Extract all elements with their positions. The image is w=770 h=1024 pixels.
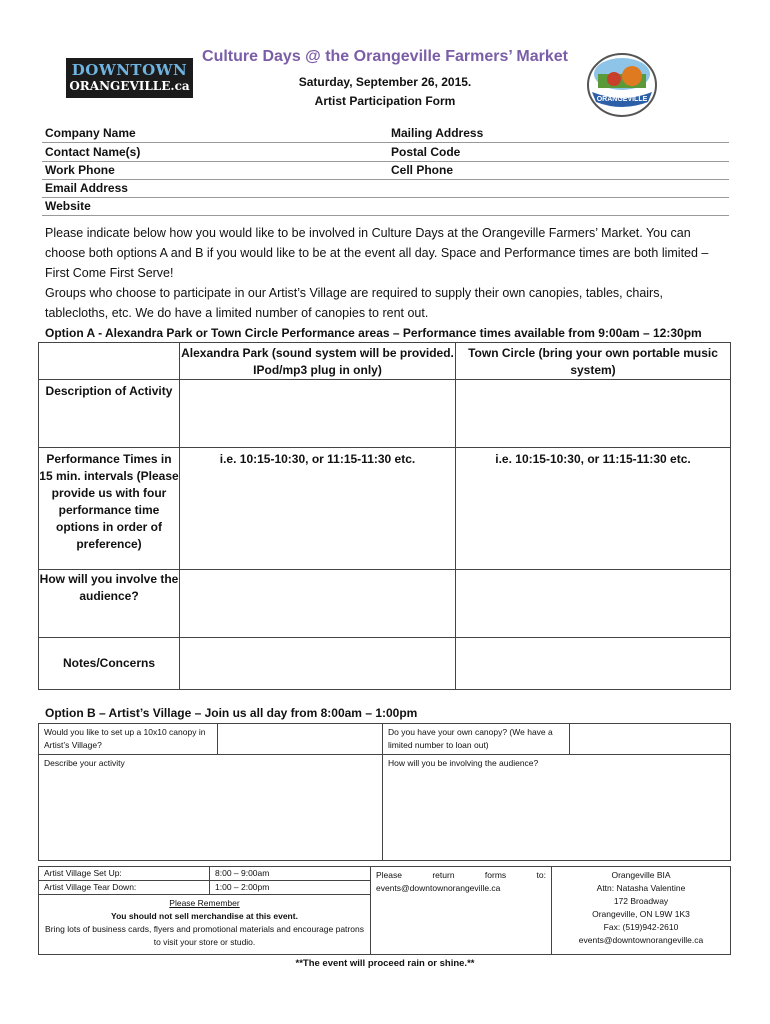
remember-title: Please Remember [169, 898, 240, 908]
rain-or-shine-note: **The event will proceed rain or shine.** [295, 958, 475, 969]
option-a-heading: Option A - Alexandra Park or Town Circle Performance areas – Performance times available from 9:00am – 12:30pm [45, 326, 702, 340]
mailing-address-label: Mailing Address [391, 126, 484, 140]
postal-code-label: Postal Code [391, 145, 461, 159]
page-title: Culture Days @ the Orangeville Farmers’ Market [202, 48, 568, 65]
remember-text: Bring lots of business cards, flyers and promotional materials and encourage patrons to visit your store or studio. [45, 924, 364, 947]
contact-name-label: Contact Name(s) [45, 145, 141, 159]
audience-label: How will you involve the audience? [39, 570, 180, 638]
involve-audience-cell[interactable]: How will you be involving the audience? [383, 755, 731, 861]
audience-alexandra-cell[interactable] [180, 570, 456, 638]
audience-town-circle-cell[interactable] [456, 570, 731, 638]
performance-times-label: Performance Times in 15 min. intervals (Please provide us with four performance time options in order of preference) [39, 448, 180, 570]
company-name-label: Company Name [45, 126, 136, 140]
setup-label: Artist Village Set Up: [39, 867, 210, 881]
own-canopy-answer-cell[interactable] [570, 724, 731, 755]
option-b-heading: Option B – Artist’s Village – Join us all day from 8:00am – 1:00pm [45, 706, 418, 720]
contact-line: Orangeville, ON L9W 1K3 [592, 909, 690, 919]
description-label: Description of Activity [39, 380, 180, 448]
own-canopy-question: Do you have your own canopy? (We have a limited number to loan out) [383, 724, 570, 755]
option-b-table [38, 723, 731, 861]
logo-line-2: ORANGEVILLE.ca [69, 79, 190, 93]
description-town-circle-cell[interactable] [456, 380, 731, 448]
teardown-time: 1:00 – 2:00pm [210, 881, 371, 895]
website-label: Website [45, 199, 91, 213]
remember-bold: You should not sell merchandise at this event. [111, 911, 298, 921]
notes-alexandra-cell[interactable] [180, 638, 456, 690]
option-a-table [38, 342, 731, 690]
setup-time: 8:00 – 9:00am [210, 867, 371, 881]
contact-line: Attn: Natasha Valentine [596, 883, 686, 893]
notes-label: Notes/Concerns [39, 638, 180, 690]
footer-info-table [38, 866, 731, 955]
canopy-answer-cell[interactable] [218, 724, 383, 755]
describe-activity-cell[interactable]: Describe your activity [39, 755, 383, 861]
town-circle-header: Town Circle (bring your own portable music system) [456, 343, 731, 380]
teardown-label: Artist Village Tear Down: [39, 881, 210, 895]
contact-line: 172 Broadway [613, 896, 669, 906]
logo-line-1: DOWNTOWN [71, 61, 188, 79]
return-forms-text: Please return forms to: events@downtownorangeville.ca [371, 867, 552, 955]
contact-email: events@downtownorangeville.ca [578, 935, 704, 945]
remember-block [39, 895, 371, 955]
performance-times-alexandra-cell[interactable]: i.e. 10:15-10:30, or 11:15-11:30 etc. [180, 448, 456, 570]
alexandra-park-header: Alexandra Park (sound system will be provided. IPod/mp3 plug in only) [180, 343, 456, 380]
cell-phone-label: Cell Phone [391, 163, 454, 177]
intro-paragraph-1: Please indicate below how you would like to be involved in Culture Days at the Orangeville Farmers’ Market. You can choose both options A and B if you would like to be at the event all day. Space and Performance times are both limited – First Come First Serve! [45, 226, 709, 280]
performance-times-town-circle-cell[interactable]: i.e. 10:15-10:30, or 11:15-11:30 etc. [456, 448, 731, 570]
notes-town-circle-cell[interactable] [456, 638, 731, 690]
contact-line: Orangeville BIA [611, 870, 671, 880]
logo-right-text: ORANGEVILLE [596, 96, 648, 103]
canopy-question: Would you like to set up a 10x10 canopy in Artist’s Village? [39, 724, 218, 755]
intro-paragraph-2: Groups who choose to participate in our Artist’s Village are required to supply their own canopies, tables, chairs, tablecloths, etc. We do have a limited number of canopies to rent out. [45, 286, 663, 320]
contact-line: Fax: (519)942-2610 [603, 922, 679, 932]
form-name: Artist Participation Form [314, 94, 456, 108]
contact-block [552, 867, 731, 955]
email-address-label: Email Address [45, 181, 128, 195]
event-date: Saturday, September 26, 2015. [298, 75, 472, 89]
work-phone-label: Work Phone [45, 163, 115, 177]
description-alexandra-cell[interactable] [180, 380, 456, 448]
